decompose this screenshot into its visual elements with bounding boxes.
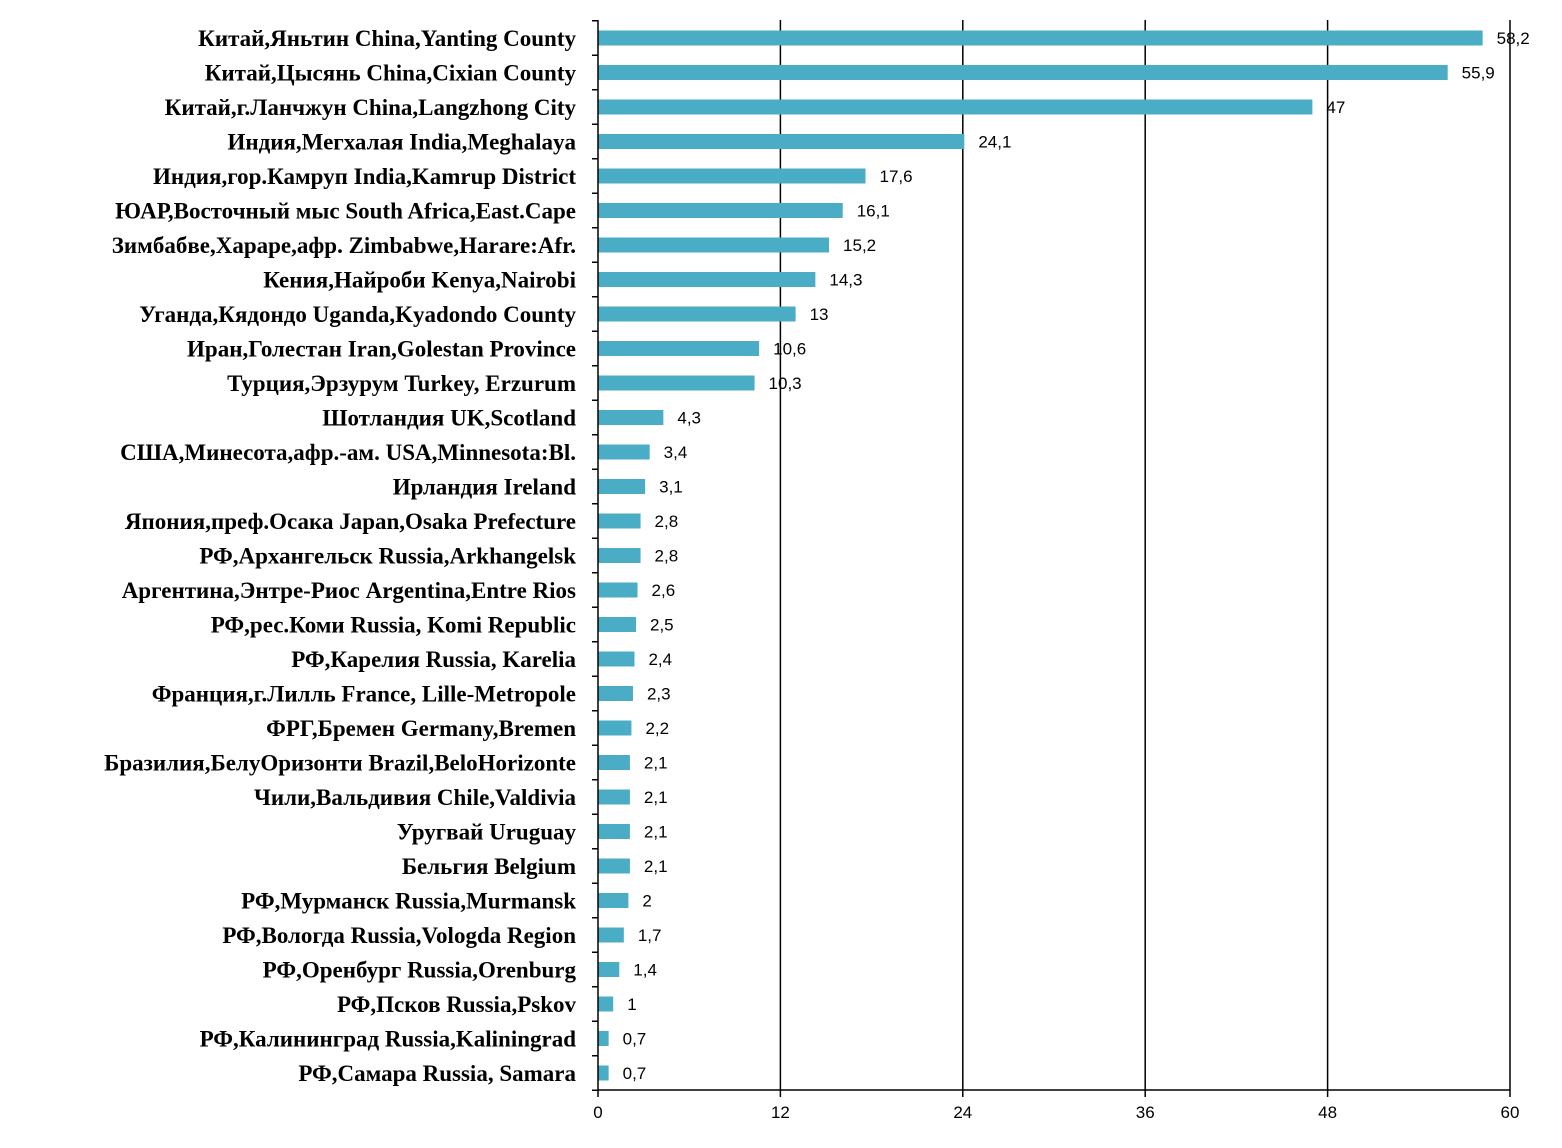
value-label: 4,3 [677, 408, 702, 428]
value-label: 1 [627, 995, 637, 1014]
bar [598, 272, 815, 287]
category-label: Китай,г.Ланчжун China,Langzhong City [164, 95, 576, 120]
bar [598, 548, 641, 563]
value-label: 24,1 [978, 132, 1012, 152]
category-label: Турция,Эрзурум Turkey, Erzurum [227, 371, 576, 396]
bars [598, 31, 1483, 1081]
category-labels [104, 26, 576, 1086]
bar [598, 893, 628, 908]
value-label: 2,1 [643, 822, 668, 842]
value-label: 2,2 [645, 719, 670, 738]
category-label: Бразилия,БелуОризонти Brazil,BeloHorizonte [104, 750, 576, 776]
value-label: 58,2 [1496, 29, 1530, 48]
category-label: РФ,Архангельск Russia,Arkhangelsk [199, 543, 576, 569]
value-label: 0,7 [622, 1029, 647, 1049]
bar [598, 686, 633, 701]
category-label: ЮАР,Восточный мыс South Africa,East.Cape [115, 198, 576, 224]
bar [598, 169, 866, 184]
value-label: 10,3 [768, 374, 802, 393]
bar [598, 341, 759, 356]
category-label: РФ,Карелия Russia, Karelia [291, 647, 576, 672]
bar [598, 790, 630, 805]
value-label: 14,3 [829, 270, 863, 290]
category-label: ФРГ,Бремен Germany,Bremen [266, 716, 576, 741]
bar [598, 755, 630, 770]
category-label: Иран,Голестан Iran,Golestan Province [187, 336, 576, 362]
value-label: 0,7 [622, 1064, 647, 1083]
value-label: 17,6 [879, 167, 913, 186]
category-label: Аргентина,Энтре-Риос Argentina,Entre Rios [121, 578, 576, 603]
bar [598, 376, 755, 391]
category-label: РФ,Оренбург Russia,Orenburg [262, 957, 576, 983]
category-label: Кения,Найроби Kenya,Nairobi [263, 267, 576, 293]
x-tick-label: 36 [1135, 1103, 1155, 1122]
value-label: 47 [1326, 98, 1346, 117]
bar [598, 928, 624, 943]
bar [598, 997, 613, 1012]
category-label: Индия,гор.Камруп India,Kamrup District [152, 164, 576, 189]
bar [598, 410, 663, 425]
value-label: 13 [809, 305, 829, 324]
value-label: 2,3 [646, 684, 671, 704]
bar [598, 238, 829, 253]
value-label: 2,4 [648, 650, 673, 669]
bar [598, 203, 843, 218]
value-label: 3,4 [663, 443, 688, 462]
category-label: РФ,Мурманск Russia,Murmansk [241, 888, 576, 914]
category-label: Чили,Вальдивия Chile,Valdivia [254, 785, 576, 810]
value-label: 3,1 [659, 477, 683, 497]
bar [598, 307, 796, 322]
value-label: 2,1 [643, 788, 668, 807]
category-label: Ирландия Ireland [392, 474, 576, 500]
category-label: Франция,г.Лилль France, Lille-Metropole [151, 681, 576, 707]
x-tick-labels [593, 1103, 1519, 1122]
x-tick-label: 12 [770, 1103, 790, 1122]
category-label: США,Минесота,афр.-ам. USA,Minnesota:Bl. [120, 440, 576, 465]
bar [598, 721, 631, 736]
value-label: 16,1 [856, 201, 890, 221]
value-label: 15,2 [843, 236, 877, 255]
bar [598, 100, 1312, 115]
bar [598, 652, 634, 667]
bar [598, 617, 636, 632]
x-tick-label: 0 [593, 1103, 603, 1122]
value-label: 2,5 [650, 615, 674, 635]
category-label: РФ,рес.Коми Russia, Komi Republic [210, 612, 576, 638]
value-label: 2,8 [654, 512, 679, 531]
value-label: 2,6 [651, 581, 676, 600]
x-tick-label: 24 [953, 1103, 973, 1122]
bar [598, 479, 645, 494]
category-label: Шотландия UK,Scotland [322, 405, 576, 431]
category-label: Япония,преф.Осака Japan,Osaka Prefecture [124, 509, 576, 534]
category-label: Уругвай Uruguay [396, 819, 576, 845]
category-label: РФ,Псков Russia,Pskov [336, 992, 576, 1017]
category-label: Китай,Яньтин China,Yanting County [198, 26, 576, 51]
category-label: РФ,Самара Russia, Samara [298, 1061, 576, 1086]
category-label: РФ,Калининград Russia,Kaliningrad [199, 1026, 576, 1052]
category-label: Индия,Мегхалая India,Meghalaya [227, 129, 576, 155]
value-label: 1,7 [637, 926, 662, 945]
bar [598, 859, 630, 874]
value-label: 55,9 [1461, 63, 1495, 83]
x-tick-label: 60 [1500, 1103, 1520, 1122]
value-label: 2,1 [643, 753, 668, 773]
bar [598, 514, 641, 529]
value-label: 1,4 [633, 960, 657, 980]
bar [598, 824, 630, 839]
value-label: 2,1 [643, 857, 668, 876]
category-label: Зимбабве,Хараре,афр. Zimbabwe,Harare:Afr. [111, 233, 576, 258]
bar [598, 1066, 609, 1081]
bar [598, 65, 1448, 80]
bar [598, 1031, 609, 1046]
value-label: 2,8 [654, 546, 679, 566]
bar [598, 31, 1483, 46]
category-label: Бельгия Belgium [401, 854, 576, 879]
value-label: 10,6 [773, 339, 807, 359]
category-label: РФ,Вологда Russia,Vologda Region [222, 923, 576, 948]
bar [598, 962, 619, 977]
value-labels [623, 29, 1530, 1083]
bar [598, 134, 964, 149]
bar [598, 445, 650, 460]
category-label: Китай,Цысянь China,Cixian County [204, 60, 576, 86]
x-tick-label: 48 [1318, 1103, 1338, 1122]
bar [598, 583, 638, 598]
category-label: Уганда,Кядондо Uganda,Kyadondo County [139, 302, 576, 327]
value-label: 2 [642, 891, 652, 911]
